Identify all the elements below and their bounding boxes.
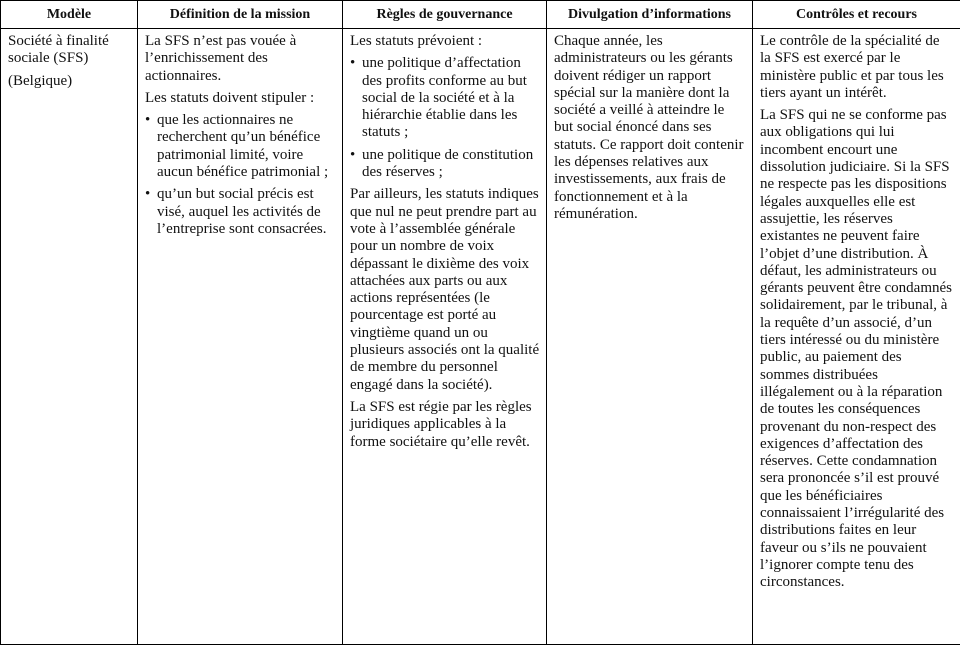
list-item: • que les actionnaires ne recherchent qu’un bénéfice patrimonial limité, voire aucun bénéfice patrimonial ; <box>145 112 336 181</box>
cell-divulgation <box>547 29 753 645</box>
controles-text-1: Le contrôle de la spécialité de la SFS est exercé par le ministère public et par tous les tiers ayant un intérêt. <box>760 33 944 101</box>
gouvernance-list <box>350 55 540 181</box>
gouvernance-text-3: La SFS est régie par les règles juridiques applicables à la forme sociétaire qu’elle revêt. <box>350 398 532 450</box>
mission-text-1: La SFS n’est pas vouée à l’enrichissement des actionnaires. <box>145 33 297 84</box>
model-country: (Belgique) <box>8 72 73 89</box>
controles-text-2: La SFS qui ne se conforme pas aux obligations qui lui incombent encourt une dissolution judiciaire. Si la SFS ne respecte pas les dispositions légales auxquelles elle est assujettie, les réserves existantes ne peuvent faire l’objet d’une distribution. À défaut, les administrateurs ou gérants peuvent être condamnés solidairement, par le tribunal, à la requête d’un associé, d’un tiers intéressé ou du ministère public, au paiement des sommes distribuées illégalement ou à la réparation de toutes les conséquences provenant du non-respect des exigences d’affectation des réserves. Cette condamnation sera prononcée s’il est prouvé que les bénéficiaires connaissaient l’irrégularité des distributions faites en leur faveur ou s’ils ne pouvaient l’ignorer compte tenu des circonstances. <box>760 107 953 591</box>
list-item: • une politique de constitution des réserves ; <box>350 147 540 182</box>
header-mission: Définition de la mission <box>138 1 343 29</box>
mission-text-2: Les statuts doivent stipuler : <box>145 89 315 106</box>
header-gouvernance: Règles de gouvernance <box>343 1 547 29</box>
cell-gouvernance <box>343 29 547 645</box>
cell-modele <box>1 29 138 645</box>
list-item: • qu’un but social précis est visé, auquel les activités de l’entreprise sont consacrées. <box>145 186 336 238</box>
cell-mission <box>138 29 343 645</box>
gouvernance-text-1: Les statuts prévoient : <box>350 33 483 49</box>
header-divulgation: Divulgation d’informations <box>547 1 753 29</box>
model-name: Société à finalité sociale (SFS) <box>8 33 109 67</box>
cell-controles <box>753 29 960 645</box>
header-row <box>1 1 960 29</box>
divulgation-text: Chaque année, les administrateurs ou les gérants doivent rédiger un rapport spécial sur la manière dont la société a veillé à atteindre le but social énoncé dans ses statuts. Ce rapport doit contenir les dépenses relatives aux investissements, aux frais de fonctionnement et à la rémunération. <box>554 33 744 222</box>
mission-list <box>145 112 336 238</box>
list-item: • une politique d’affectation des profits conforme au but social de la société et à la hiérarchie établie dans les statuts ; <box>350 55 540 141</box>
gouvernance-text-2: Par ailleurs, les statuts indiques que nul ne peut prendre part au vote à l’assemblée générale pour un nombre de voix dépassant le dixième des voix attachées aux parts ou aux actions représentées (le pourcentage est porté au vingtième quand un ou plusieurs associés ont la qualité de membre du personnel engagé dans la société). <box>350 186 540 393</box>
table-row <box>1 29 960 645</box>
header-modele: Modèle <box>1 1 138 29</box>
header-controles: Contrôles et recours <box>753 1 960 29</box>
